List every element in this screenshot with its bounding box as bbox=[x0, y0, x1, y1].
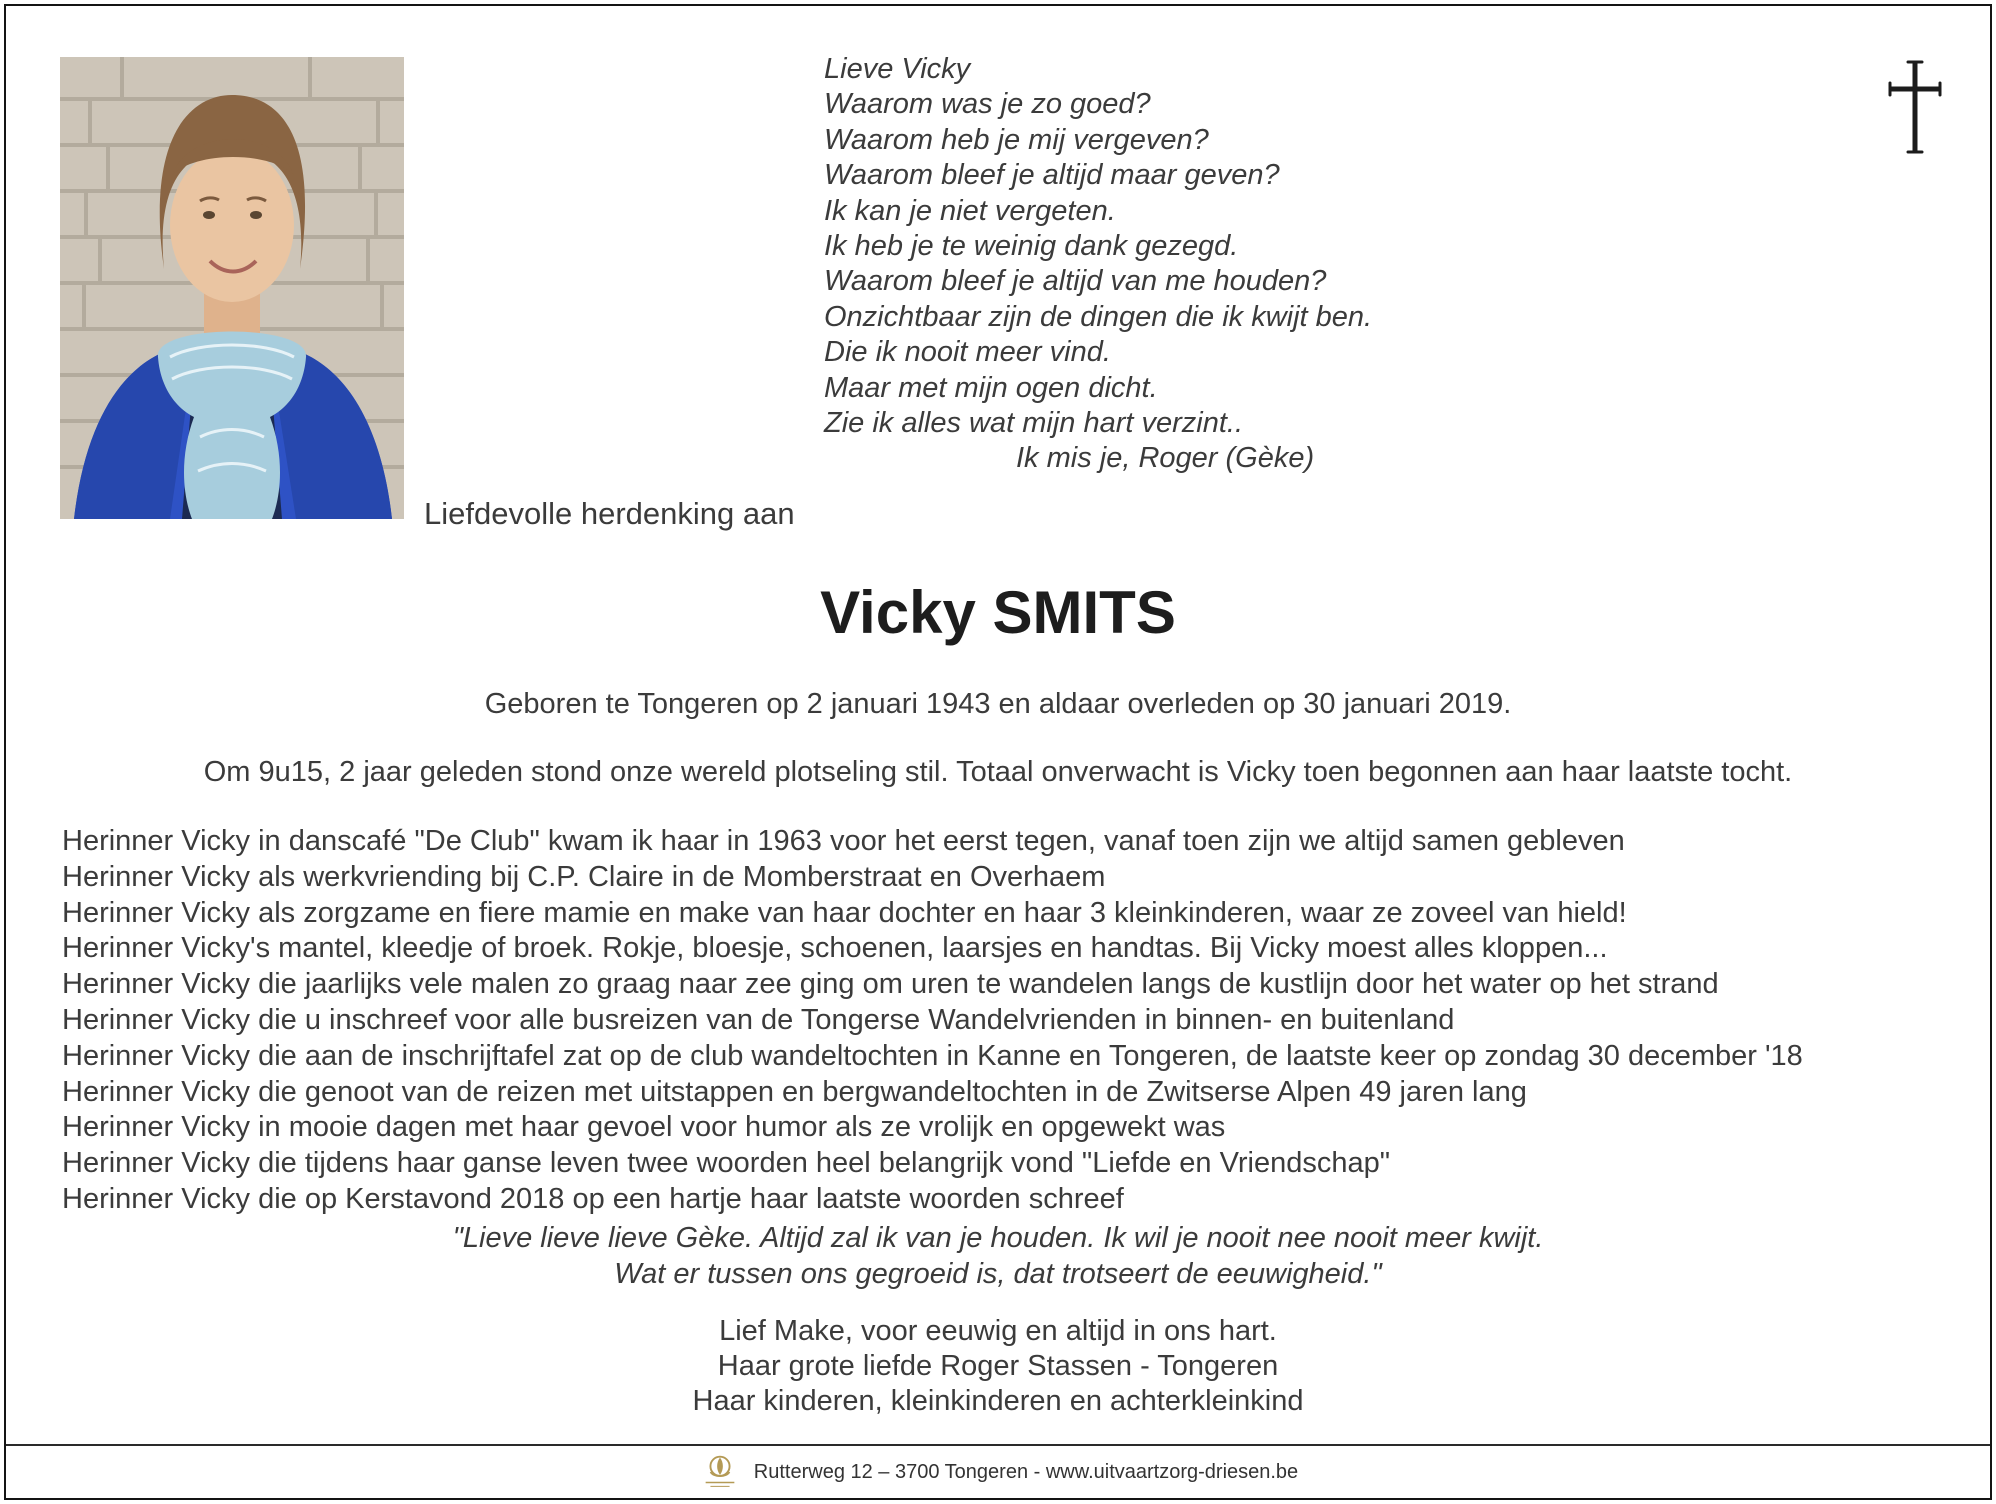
memorial-cross-icon bbox=[1884, 58, 1946, 156]
memory-line: Herinner Vicky in mooie dagen met haar gevoel voor humor als ze vrolijk en opgewekt was bbox=[62, 1111, 1226, 1144]
poem-line: Zie ik alles wat mijn hart verzint.. bbox=[824, 407, 1244, 440]
memory-line: Herinner Vicky die op Kerstavond 2018 op een hartje haar laatste woorden schreef bbox=[62, 1182, 1124, 1215]
memory-line: Herinner Vicky die tijdens haar ganse leven twee woorden heel belangrijk vond "Liefde en Vriendschap" bbox=[62, 1147, 1391, 1180]
poem-signature: Ik mis je, Roger (Gèke) bbox=[1016, 442, 1315, 475]
last-words-quote bbox=[6, 1220, 1990, 1292]
footer-address: Rutterweg 12 – 3700 Tongeren - www.uitvaartzorg-driesen.be bbox=[753, 1460, 1299, 1483]
poem-line: Waarom bleef je altijd maar geven? bbox=[824, 159, 1280, 192]
poem-line: Onzichtbaar zijn de dingen die ik kwijt ben. bbox=[824, 300, 1373, 333]
portrait-illustration bbox=[60, 57, 404, 519]
portrait-photo bbox=[60, 57, 404, 519]
memory-line: Herinner Vicky's mantel, kleedje of broek. Rokje, bloesje, schoenen, laarsjes en handtas. Bij Vicky moest alles kloppen... bbox=[62, 932, 1608, 965]
memory-line: Herinner Vicky als zorgzame en fiere mamie en make van haar dochter en haar 3 kleinkinderen, waar ze zoveel van hield! bbox=[62, 896, 1627, 929]
closing-line: Haar grote liefde Roger Stassen - Tongeren bbox=[717, 1350, 1279, 1382]
memorial-caption: Liefdevolle herdenking aan bbox=[424, 496, 795, 531]
closing-block bbox=[6, 1314, 1990, 1419]
poem-line: Waarom heb je mij vergeven? bbox=[824, 123, 1209, 156]
poem-line: Ik kan je niet vergeten. bbox=[824, 194, 1116, 227]
memories-list bbox=[62, 824, 1803, 1218]
poem-line: Waarom bleef je altijd van me houden? bbox=[824, 265, 1327, 298]
memory-line: Herinner Vicky die u inschreef voor alle busreizen van de Tongerse Wandelvrienden in binnen- en buitenland bbox=[62, 1003, 1455, 1036]
memory-line: Herinner Vicky die aan de inschrijftafel zat op de club wandeltochten in Kanne en Tongeren, de laatste keer op zondag 30 december '18 bbox=[62, 1039, 1803, 1072]
quote-line: "Lieve lieve lieve Gèke. Altijd zal ik van je houden. Ik wil je nooit nee nooit meer kwijt. bbox=[452, 1222, 1544, 1254]
poem-line: Waarom was je zo goed? bbox=[824, 88, 1151, 121]
life-dates: Geboren te Tongeren op 2 januari 1943 en aldaar overleden op 30 januari 2019. bbox=[484, 688, 1512, 720]
footer bbox=[6, 1444, 1990, 1498]
poem-line: Die ik nooit meer vind. bbox=[824, 336, 1111, 369]
deceased-name: Vicky SMITS bbox=[820, 579, 1176, 646]
closing-line: Lief Make, voor eeuwig en altijd in ons hart. bbox=[719, 1315, 1277, 1347]
poem-line: Ik heb je te weinig dank gezegd. bbox=[824, 230, 1239, 263]
poem-line: Maar met mijn ogen dicht. bbox=[824, 371, 1158, 404]
memory-line: Herinner Vicky die jaarlijks vele malen zo graag naar zee ging om uren te wandelen langs de kustlijn door het water op het strand bbox=[62, 968, 1719, 1001]
memory-line: Herinner Vicky die genoot van de reizen met uitstappen en bergwandeltochten in de Zwitserse Alpen 49 jaren lang bbox=[62, 1075, 1527, 1108]
memory-line: Herinner Vicky als werkvriending bij C.P. Claire in de Momberstraat en Overhaem bbox=[62, 860, 1106, 893]
funeral-home-logo bbox=[698, 1452, 742, 1492]
quote-line: Wat er tussen ons gegroeid is, dat trotseert de eeuwigheid." bbox=[614, 1258, 1382, 1290]
intro-paragraph: Om 9u15, 2 jaar geleden stond onze wereld plotseling stil. Totaal onverwacht is Vicky toen begonnen aan haar laatste tocht. bbox=[203, 756, 1793, 788]
closing-line: Haar kinderen, kleinkinderen en achterkleinkind bbox=[692, 1385, 1304, 1417]
memory-line: Herinner Vicky in danscafé "De Club" kwam ik haar in 1963 voor het eerst tegen, vanaf toen zijn we altijd samen gebleven bbox=[62, 825, 1625, 857]
poem bbox=[824, 52, 1372, 477]
memorial-card bbox=[4, 4, 1992, 1500]
poem-line: Lieve Vicky bbox=[824, 53, 971, 85]
